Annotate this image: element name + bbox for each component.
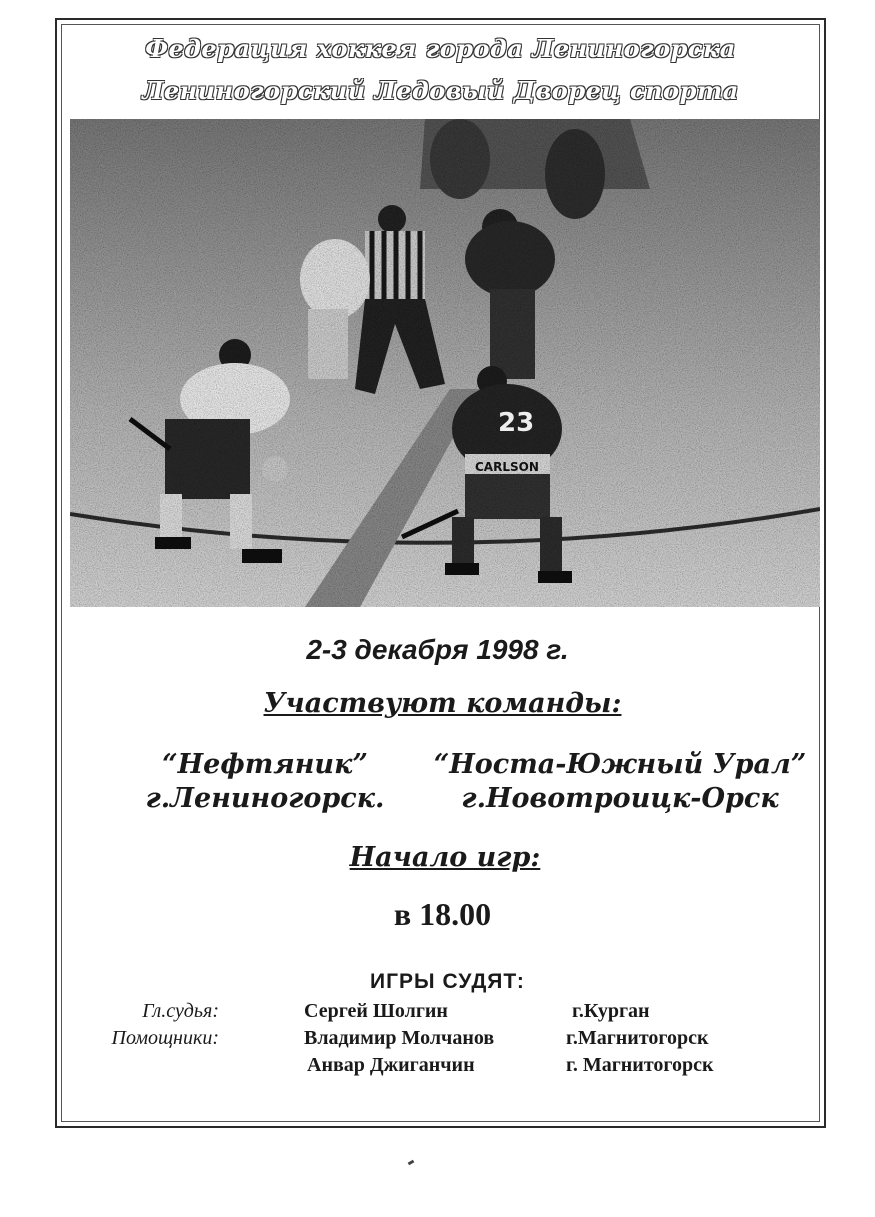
jersey-name: CARLSON [475,460,539,474]
referee-name: Владимир Молчанов [304,1027,495,1049]
ice-palace-title: Лениногорский Ледовый Дворец спорта [142,76,739,105]
start-time: в 18.00 [393,896,492,932]
teams-heading: Участвуют команды: [263,688,622,719]
team-name: “Носта-Южный Урал” [433,749,807,780]
referee-role: Гл.судья: [142,1000,219,1022]
referee-row [0,1000,875,1028]
hockey-photo [70,119,820,607]
federation-title: Федерация хоккея города Лениногорска [145,34,736,63]
jersey-number: 23 [498,408,535,438]
referee-row [0,1027,875,1055]
print-speck [408,1160,415,1166]
team-name: “Нефтяник” [162,749,368,780]
referee-city: г. Магнитогорск [566,1054,714,1076]
start-heading: Начало игр: [349,842,541,873]
referee-name: Анвар Джиганчин [307,1054,475,1076]
team-neftyanik [100,748,430,816]
referees-heading: ИГРЫ СУДЯТ: [370,970,525,993]
referee-row [0,1054,875,1082]
team-city: г.Новотроицк-Орск [461,783,779,814]
referee-role: Помощники: [111,1027,219,1049]
team-city: г.Лениногорск. [145,783,385,814]
event-date: 2-3 декабря 1998 г. [306,634,569,665]
referee-name: Сергей Шолгин [304,1000,448,1022]
referee-city: г.Курган [572,1000,650,1022]
referee-city: г.Магнитогорск [566,1027,709,1049]
team-nosta [415,748,825,816]
